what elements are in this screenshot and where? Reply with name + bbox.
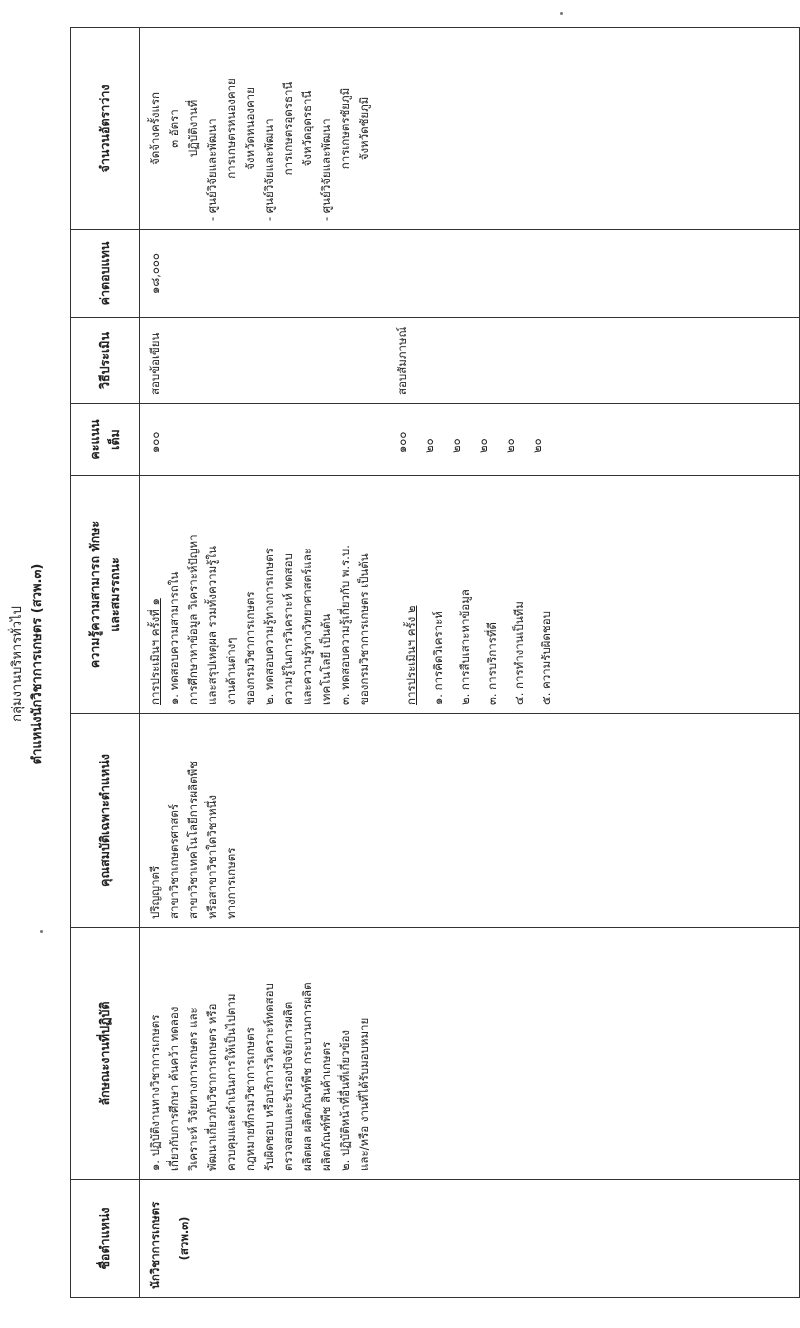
assessment2-item: ๑. การคิดวิเคราะห์ (431, 611, 445, 705)
qualification-line: ทางการเกษตร (224, 847, 238, 919)
position-table (70, 27, 800, 1298)
table-row (140, 28, 800, 1298)
vacancy-line: การเกษตรหนองคาย (224, 78, 238, 179)
position-title: ตำแหน่งนักวิชาการเกษตร (สวพ.๓) (30, 563, 45, 765)
vacancy-line: การเกษตรชัยภูมิ (338, 87, 352, 170)
assessment1-line: งานด้านต่างๆ (224, 637, 238, 705)
header-salary: ค่าตอบแทน (71, 230, 140, 318)
assessment2-method: สอบสัมภาษณ์ (395, 326, 409, 395)
vacancy-line: จังหวัดหนองคาย (243, 87, 257, 170)
header-score (71, 404, 140, 476)
score-cell (140, 404, 800, 476)
group-title: กลุ่มงานบริหารทั่วไป (10, 606, 25, 722)
header-method: วิธีประเมิน (71, 318, 140, 404)
header-competencies-line1: ความรู้ความสามารถ ทักษะ (87, 520, 102, 669)
position-code: (สวพ.๓) (177, 1216, 191, 1261)
header-qualifications: คุณสมบัติเฉพาะตำแหน่ง (71, 714, 140, 928)
assessment2-item-score: ๒๐ (449, 438, 463, 453)
assessment1-line: การศึกษาหาข้อมูล วิเคราะห์ปัญหา (186, 534, 200, 705)
duty-line: ๒. ปฏิบัติหน้าที่อื่นที่เกี่ยวข้อง (338, 1030, 352, 1171)
duty-line: ๑. ปฏิบัติงานทางวิชาการเกษตร (148, 1014, 162, 1171)
duty-line: เกี่ยวกับการศึกษา ค้นคว้า ทดลอง (167, 1006, 181, 1171)
header-competencies-line2: และสมรรถนะ (107, 557, 122, 632)
assessment2-item-score: ๒๐ (476, 438, 490, 453)
assessment2-item: ๕. ความรับผิดชอบ (539, 611, 553, 705)
duty-line: รับผิดชอบ หรือบริการวิเคราะห์ทดสอบ (262, 983, 276, 1171)
header-score-line1: คะแนน (87, 419, 102, 460)
vacancy-line: - ศูนย์วิจัยและพัฒนา (262, 118, 276, 221)
competencies-cell (140, 476, 800, 714)
position-name: นักวิชาการเกษตร (148, 1201, 162, 1289)
vacancies-cell (140, 28, 800, 230)
assessment1-heading: การประเมินฯ ครั้งที่ ๑ (148, 598, 162, 705)
vacancy-line: จังหวัดชัยภูมิ (357, 96, 371, 161)
duty-line: ตรวจสอบและรับรองปัจจัยการผลิต (281, 1001, 295, 1171)
duty-line: วิเคราะห์ วิจัยทางการเกษตร และ (186, 1007, 200, 1171)
scan-speck (40, 930, 43, 933)
salary-value: ๑๘,๐๐๐ (148, 253, 162, 294)
qualification-line: สาขาวิชาเทคโนโลยีการผลิตพืช (186, 761, 200, 919)
assessment2-item-score: ๒๐ (422, 438, 436, 453)
vacancy-line: จังหวัดอุดรธานี (300, 90, 314, 167)
assessment2-item: ๒. การสืบเสาะหาข้อมูล (458, 589, 472, 705)
assessment2-item-score: ๒๐ (503, 438, 517, 453)
assessment1-line: ๑. ทดสอบความสามารถใน (167, 571, 181, 705)
assessment1-line: ของกรมวิชาการเกษตร เป็นต้น (357, 553, 371, 705)
method-cell (140, 318, 800, 404)
assessment2-item-score: ๒๐ (530, 438, 544, 453)
assessment1-line: ความรู้ในการวิเคราะห์ ทดสอบ (281, 553, 295, 705)
header-duties: ลักษณะงานที่ปฏิบัติ (71, 928, 140, 1180)
vacancy-line: จัดจ้างครั้งแรก (148, 91, 162, 166)
assessment1-full-score: ๑๐๐ (148, 431, 162, 453)
vacancy-line: - ศูนย์วิจัยและพัฒนา (319, 118, 333, 221)
vacancy-line: ปฏิบัติงานที่ (186, 99, 200, 158)
qualifications-cell (140, 714, 800, 928)
header-score-line2: เต็ม (107, 429, 122, 450)
salary-cell (140, 230, 800, 318)
assessment1-line: ๓. ทดสอบความรู้เกี่ยวกับ พ.ร.บ. (338, 545, 352, 705)
duty-line: ควบคุมและดำเนินการให้เป็นไปตาม (224, 993, 238, 1171)
header-position-name: ชื่อตำแหน่ง (71, 1180, 140, 1298)
assessment1-line: เทคโนโลยี เป็นต้น (319, 613, 333, 705)
assessment1-line: และสรุปเหตุผล รวมทั้งความรู้ใน (205, 546, 219, 705)
assessment2-full-score: ๑๐๐ (395, 431, 409, 453)
assessment1-line: ๒. ทดสอบความรู้ทางการเกษตร (262, 548, 276, 705)
scan-speck (560, 12, 563, 15)
assessment1-line: ของกรมวิชาการเกษตร (243, 591, 257, 705)
duty-line: ผลิตผล ผลิตภัณฑ์พืช กระบวนการผลิต (300, 982, 314, 1171)
duty-line: กฎหมายที่กรมวิชาการเกษตร (243, 1027, 257, 1171)
header-competencies (71, 476, 140, 714)
header-row (71, 28, 140, 1298)
assessment2-item: ๔. การทำงานเป็นทีม (512, 601, 526, 705)
vacancy-line: - ศูนย์วิจัยและพัฒนา (205, 118, 219, 221)
duties-cell (140, 928, 800, 1180)
assessment2-item: ๓. การบริการที่ดี (485, 622, 499, 705)
vacancy-line: ๓ อัตรา (167, 109, 181, 148)
qualification-line: หรือสาขาวิชาใดวิชาหนึ่ง (205, 794, 219, 919)
qualification-line: สาขาวิชาเกษตรศาสตร์ (167, 803, 181, 919)
position-name-cell (140, 1180, 800, 1298)
duty-line: ผลิตภัณฑ์พืช สินค้าเกษตร (319, 1041, 333, 1171)
duty-line: และ/หรือ งานที่ได้รับมอบหมาย (357, 1017, 371, 1171)
assessment2-heading: การประเมินฯ ครั้ง ๒ (404, 605, 418, 705)
qualification-line: ปริญญาตรี (148, 865, 162, 919)
vacancy-line: การเกษตรอุดรธานี (281, 81, 295, 176)
duty-line: พัฒนาเกี่ยวกับวิชาการเกษตร หรือ (205, 1003, 219, 1171)
assessment1-method: สอบข้อเขียน (148, 332, 162, 395)
assessment1-line: และความรู้ทางวิทยาศาสตร์และ (300, 548, 314, 705)
header-vacancies: จำนวนอัตราว่าง (71, 28, 140, 230)
